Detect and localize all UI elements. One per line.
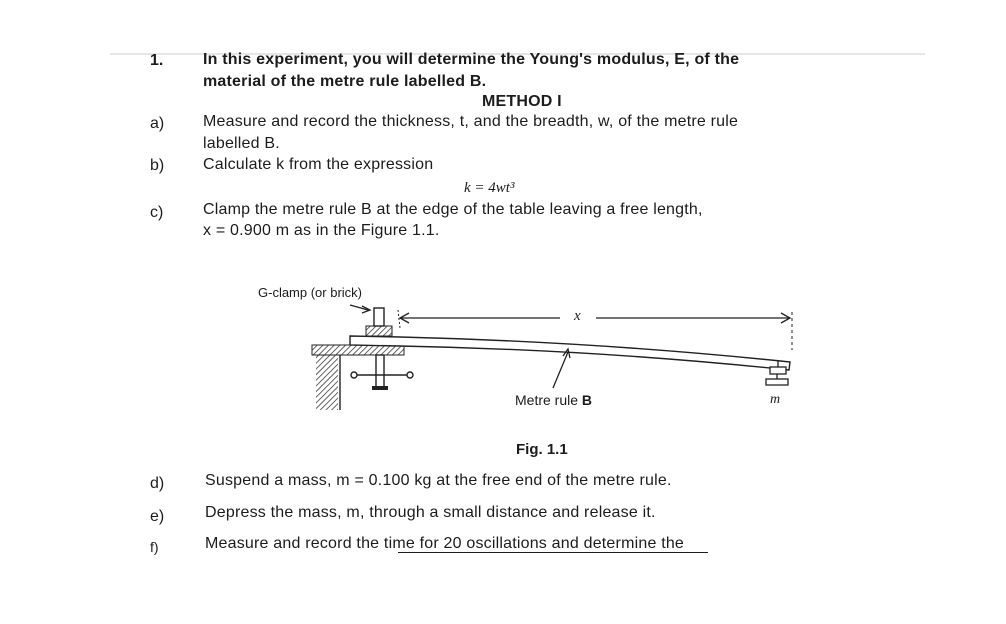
step-c-line-2: x = 0.900 m as in the Figure 1.1. <box>203 222 440 239</box>
step-c-label: c) <box>150 204 164 221</box>
figure-caption: Fig. 1.1 <box>516 441 568 458</box>
step-f-underline <box>398 552 708 553</box>
step-c-line-1: Clamp the metre rule B at the edge of the table leaving a free length, <box>203 201 703 218</box>
step-f-label: f) <box>150 539 159 555</box>
equation-k: k = 4wt³ <box>464 180 515 196</box>
metre-rule <box>350 336 790 370</box>
rule-label-letter: B <box>581 392 593 408</box>
length-label-x: x <box>574 308 581 324</box>
clamp-pad <box>366 326 392 336</box>
step-a-line-1: Measure and record the thickness, t, and the breadth, w, of the metre rule <box>203 113 739 130</box>
mass-label: m <box>770 392 781 407</box>
rule-label <box>515 392 592 408</box>
method-heading: METHOD I <box>482 93 562 110</box>
step-f-line-1: Measure and record the time for 20 oscillations and determine the <box>205 535 685 552</box>
step-a-label: a) <box>150 115 165 132</box>
step-d-label: d) <box>150 475 165 492</box>
clamp-label: G-clamp (or brick) <box>258 285 363 300</box>
question-number: 1. <box>150 52 164 69</box>
intro-line-1: In this experiment, you will determine the Young's modulus, E, of the <box>203 51 740 68</box>
table-edge <box>316 355 338 410</box>
step-d-line-1: Suspend a mass, m = 0.100 kg at the free end of the metre rule. <box>205 472 672 489</box>
step-b-label: b) <box>150 157 165 174</box>
mass-hanger <box>770 367 786 374</box>
step-e-line-1: Depress the mass, m, through a small distance and release it. <box>205 504 656 521</box>
step-b-line-1: Calculate k from the expression <box>203 156 434 173</box>
step-e-label: e) <box>150 508 165 525</box>
rule-label-prefix: Metre rule <box>515 392 582 408</box>
mass-block <box>766 379 788 385</box>
intro-line-2: material of the metre rule labelled B. <box>203 73 487 90</box>
clamp-screw <box>376 355 384 387</box>
clamp-top <box>374 308 384 326</box>
step-a-line-2: labelled B. <box>203 135 280 152</box>
